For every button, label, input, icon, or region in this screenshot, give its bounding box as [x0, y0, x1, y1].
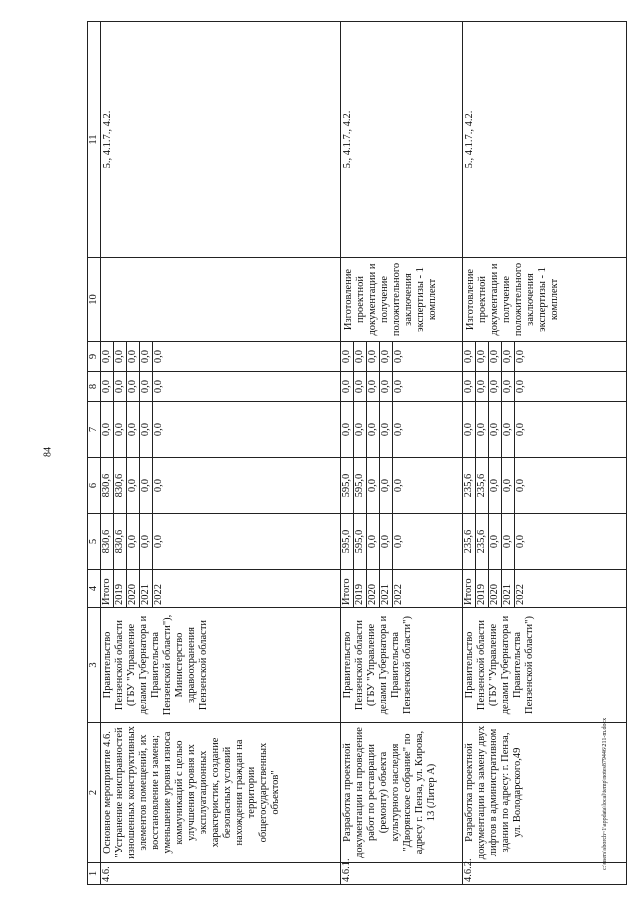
value: 0,0 — [367, 372, 380, 401]
years-cell — [101, 570, 341, 608]
value: 0,0 — [101, 379, 112, 394]
local-funding-cell — [101, 372, 341, 402]
value: 0,0 — [393, 372, 406, 401]
value: 0,0 — [101, 422, 112, 437]
table-row — [101, 22, 341, 885]
indicator-reference: 5., 4.1.7., 4.2. — [101, 22, 341, 258]
row-number: 4.6. — [101, 863, 341, 885]
row-number: 4.6.2. — [463, 863, 627, 885]
expected-result — [101, 258, 341, 342]
value: 0,0 — [354, 342, 367, 371]
value: 595,0 — [354, 458, 367, 513]
value: 0,0 — [380, 402, 393, 457]
year-label: 2022 — [515, 570, 528, 607]
value: 0,0 — [393, 458, 406, 513]
value: 830,6 — [114, 514, 127, 569]
value: 0,0 — [367, 342, 380, 371]
rotated-table-wrapper — [87, 22, 625, 885]
executor: Правительство Пензенской области (ГБУ "Управление делами Губернатора и Правительства Пензенской области") — [463, 608, 627, 723]
value: 0,0 — [489, 402, 502, 457]
value: 0,0 — [114, 372, 127, 401]
value: 0,0 — [393, 342, 406, 371]
year-label: 2019 — [354, 570, 367, 607]
value: 0,0 — [140, 342, 153, 371]
year-label: 2019 — [114, 570, 127, 607]
expected-result: Изготовление проектной документации и получение положительного заключения экспертизы - 1 комплект — [341, 258, 463, 342]
value: 0,0 — [380, 372, 393, 401]
value: 0,0 — [380, 458, 393, 513]
value: 0,0 — [393, 402, 406, 457]
local-funding-cell — [341, 372, 463, 402]
regional-funding-cell — [101, 458, 341, 514]
year-label: 2021 — [502, 570, 515, 607]
value: 0,0 — [463, 349, 474, 364]
regional-funding-cell — [341, 458, 463, 514]
value: 0,0 — [515, 402, 528, 457]
value: 830,6 — [101, 473, 112, 498]
other-funding-cell — [101, 342, 341, 372]
value: 0,0 — [502, 402, 515, 457]
value: 0,0 — [140, 372, 153, 401]
value: 0,0 — [515, 342, 528, 371]
value: 0,0 — [101, 349, 112, 364]
column-number-row — [88, 22, 101, 885]
other-funding-cell — [341, 342, 463, 372]
value: 0,0 — [127, 372, 140, 401]
activity-name: Разработка проектной документации на проведение работ по реставрации (ремонту) объекта культурного наследия "Дворянское собрание" по адресу г. Пенза, ул. Кирова, 13 (Литер А) — [341, 723, 463, 863]
value: 0,0 — [463, 379, 474, 394]
value: 0,0 — [489, 342, 502, 371]
value: 830,6 — [114, 458, 127, 513]
value: 0,0 — [380, 514, 393, 569]
value: 0,0 — [114, 342, 127, 371]
value: 0,0 — [140, 402, 153, 457]
year-label: 2022 — [393, 570, 406, 607]
table-row — [341, 22, 463, 885]
program-table — [87, 21, 627, 885]
value: 0,0 — [502, 458, 515, 513]
col-header: 8 — [88, 372, 101, 402]
value: 0,0 — [341, 422, 352, 437]
year-label: 2020 — [367, 570, 380, 607]
total-funding-cell — [101, 514, 341, 570]
year-label: 2020 — [127, 570, 140, 607]
col-header: 4 — [88, 570, 101, 608]
col-header: 3 — [88, 608, 101, 723]
col-header: 6 — [88, 458, 101, 514]
value: 0,0 — [502, 514, 515, 569]
value: 0,0 — [354, 402, 367, 457]
value: 0,0 — [515, 514, 528, 569]
value: 0,0 — [476, 402, 489, 457]
value: 0,0 — [341, 349, 352, 364]
value: 0,0 — [502, 342, 515, 371]
value: 0,0 — [367, 402, 380, 457]
value: 0,0 — [502, 372, 515, 401]
value: 0,0 — [367, 514, 380, 569]
expected-result: Изготовление проектной документации и получение положительного заключения экспертизы - 1 комплект — [463, 258, 627, 342]
year-label: Итого — [463, 578, 474, 605]
value: 0,0 — [127, 514, 140, 569]
col-header: 7 — [88, 402, 101, 458]
activity-name: Разработка проектной документации на замену двух лифтов в административном здании по адресу: г. Пенза, ул. Володарского,49 — [463, 723, 627, 863]
value: 0,0 — [153, 514, 166, 569]
value: 0,0 — [515, 372, 528, 401]
indicator-reference: 5., 4.1.7., 4.2. — [463, 22, 627, 258]
regional-funding-cell — [463, 458, 627, 514]
year-label: 2021 — [380, 570, 393, 607]
value: 0,0 — [380, 342, 393, 371]
value: 0,0 — [489, 514, 502, 569]
value: 0,0 — [127, 342, 140, 371]
executor: Правительство Пензенской области (ГБУ "Управление делами Губернатора и Правительства Пензенской области") — [341, 608, 463, 723]
local-funding-cell — [463, 372, 627, 402]
col-header: 9 — [88, 342, 101, 372]
activity-name: Основное мероприятие 4.6. "Устранение неисправностей изношенных конструктивных элементов помещений, их восстановление и замена; уменьшение уровня износа коммуникаций с целью улучшения уровня их эксплуатационных характеристик, создание безопасных условий нахождения граждан на территории общегосударственных объектов" — [101, 723, 341, 863]
value: 0,0 — [341, 379, 352, 394]
value: 0,0 — [114, 402, 127, 457]
years-cell — [341, 570, 463, 608]
year-label: Итого — [341, 578, 352, 605]
value: 0,0 — [476, 342, 489, 371]
value: 0,0 — [153, 342, 166, 371]
value: 0,0 — [127, 402, 140, 457]
value: 0,0 — [140, 514, 153, 569]
footer-file-path: c:\users\sborch~1\appdata\local\temp\notes879446\211-m.docx — [602, 717, 608, 870]
federal-funding-cell — [463, 402, 627, 458]
total-funding-cell — [341, 514, 463, 570]
col-header: 10 — [88, 258, 101, 342]
value: 0,0 — [489, 458, 502, 513]
value: 0,0 — [393, 514, 406, 569]
row-number: 4.6.1. — [341, 863, 463, 885]
value: 0,0 — [515, 458, 528, 513]
value: 0,0 — [476, 372, 489, 401]
executor: Правительство Пензенской области (ГБУ "Управление делами Губернатора и Правительства Пензенской области"), Министерство здравоохранения Пензенской области — [101, 608, 341, 723]
value: 0,0 — [489, 372, 502, 401]
indicator-reference: 5., 4.1.7., 4.2. — [341, 22, 463, 258]
year-label: 2019 — [476, 570, 489, 607]
year-label: 2021 — [140, 570, 153, 607]
col-header: 5 — [88, 514, 101, 570]
year-label: Итого — [101, 578, 112, 605]
value: 0,0 — [153, 372, 166, 401]
value: 0,0 — [127, 458, 140, 513]
value: 235,6 — [463, 529, 474, 554]
other-funding-cell — [463, 342, 627, 372]
value: 595,0 — [354, 514, 367, 569]
total-funding-cell — [463, 514, 627, 570]
value: 0,0 — [354, 372, 367, 401]
value: 235,6 — [476, 514, 489, 569]
value: 0,0 — [153, 402, 166, 457]
year-label: 2022 — [153, 570, 166, 607]
federal-funding-cell — [341, 402, 463, 458]
col-header: 2 — [88, 723, 101, 863]
col-header: 1 — [88, 863, 101, 885]
value: 0,0 — [463, 422, 474, 437]
value: 0,0 — [140, 458, 153, 513]
year-label: 2020 — [489, 570, 502, 607]
value: 0,0 — [367, 458, 380, 513]
page-number: 84 — [42, 447, 54, 457]
value: 235,6 — [463, 473, 474, 498]
value: 0,0 — [153, 458, 166, 513]
value: 595,0 — [341, 473, 352, 498]
federal-funding-cell — [101, 402, 341, 458]
value: 235,6 — [476, 458, 489, 513]
col-header: 11 — [88, 22, 101, 258]
value: 595,0 — [341, 529, 352, 554]
value: 830,6 — [101, 529, 112, 554]
